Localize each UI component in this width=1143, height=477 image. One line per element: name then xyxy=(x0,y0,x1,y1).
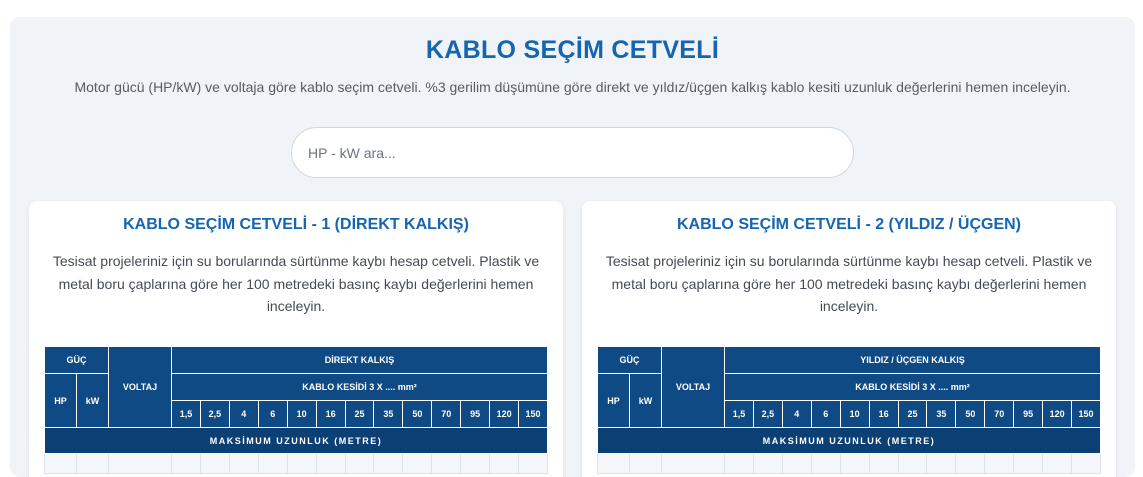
size-header: 120 xyxy=(490,401,519,428)
size-header: 120 xyxy=(1043,401,1072,428)
size-header: 25 xyxy=(345,401,374,428)
size-header: 10 xyxy=(287,401,316,428)
kw-header: kW xyxy=(630,374,662,428)
size-header: 16 xyxy=(869,401,898,428)
size-header: 70 xyxy=(432,401,461,428)
voltaj-header: VOLTAJ xyxy=(662,347,725,428)
page-subtitle: Motor gücü (HP/kW) ve voltaja göre kablo seçim cetveli. %3 gerilim düşümüne göre direkt ve yıldız/üçgen kalkış kablo kesiti uzunluk değerlerini hemen inceleyin. xyxy=(74,79,1071,95)
max-length-header: MAKSİMUM UZUNLUK (METRE) xyxy=(45,428,548,454)
card-description: Tesisat projeleriniz için su borularında sürtünme kaybı hesap cetveli. Plastik ve metal boru çaplarına göre her 100 metredeki basınç kaybı değerlerini hemen inceleyin. xyxy=(52,253,540,314)
card-description: Tesisat projeleriniz için su borularında sürtünme kaybı hesap cetveli. Plastik ve metal boru çaplarına göre her 100 metredeki basınç kaybı değerlerini hemen inceleyin. xyxy=(605,253,1093,314)
size-header: 95 xyxy=(461,401,490,428)
hp-header: HP xyxy=(45,374,77,428)
guc-header: GÜÇ xyxy=(598,347,662,374)
page-container xyxy=(10,17,1135,477)
size-header: 16 xyxy=(316,401,345,428)
card-title: KABLO SEÇİM CETVELİ - 1 (DİREKT KALKIŞ) xyxy=(123,216,469,233)
size-header: 1,5 xyxy=(172,401,201,428)
size-header: 2,5 xyxy=(200,401,229,428)
size-header: 70 xyxy=(985,401,1014,428)
cable-table-card-star-delta xyxy=(582,201,1116,477)
size-header: 150 xyxy=(519,401,548,428)
page-title: KABLO SEÇİM CETVELİ xyxy=(425,36,720,64)
table-row xyxy=(598,454,1101,474)
start-mode-header: YILDIZ / ÜÇGEN KALKIŞ xyxy=(725,347,1101,374)
size-header: 4 xyxy=(229,401,258,428)
cable-table xyxy=(44,346,548,474)
size-header: 10 xyxy=(840,401,869,428)
search-input[interactable] xyxy=(291,127,854,178)
size-header: 1,5 xyxy=(725,401,754,428)
size-header: 50 xyxy=(403,401,432,428)
voltaj-header: VOLTAJ xyxy=(109,347,172,428)
card-title: KABLO SEÇİM CETVELİ - 2 (YILDIZ / ÜÇGEN) xyxy=(676,216,1021,233)
cable-table-card-direct xyxy=(29,201,563,477)
cable-section-header: KABLO KESİDİ 3 X .... mm² xyxy=(172,374,548,401)
guc-header: GÜÇ xyxy=(45,347,109,374)
size-header: 25 xyxy=(898,401,927,428)
table-row xyxy=(45,454,548,474)
size-header: 35 xyxy=(374,401,403,428)
size-header: 4 xyxy=(782,401,811,428)
max-length-header: MAKSİMUM UZUNLUK (METRE) xyxy=(598,428,1101,454)
cable-table xyxy=(597,346,1101,474)
size-header: 150 xyxy=(1072,401,1101,428)
size-header: 2,5 xyxy=(753,401,782,428)
size-header: 50 xyxy=(956,401,985,428)
size-header: 6 xyxy=(258,401,287,428)
size-header: 6 xyxy=(811,401,840,428)
size-header: 95 xyxy=(1014,401,1043,428)
cable-section-header: KABLO KESİDİ 3 X .... mm² xyxy=(725,374,1101,401)
start-mode-header: DİREKT KALKIŞ xyxy=(172,347,548,374)
kw-header: kW xyxy=(77,374,109,428)
size-header: 35 xyxy=(927,401,956,428)
hp-header: HP xyxy=(598,374,630,428)
